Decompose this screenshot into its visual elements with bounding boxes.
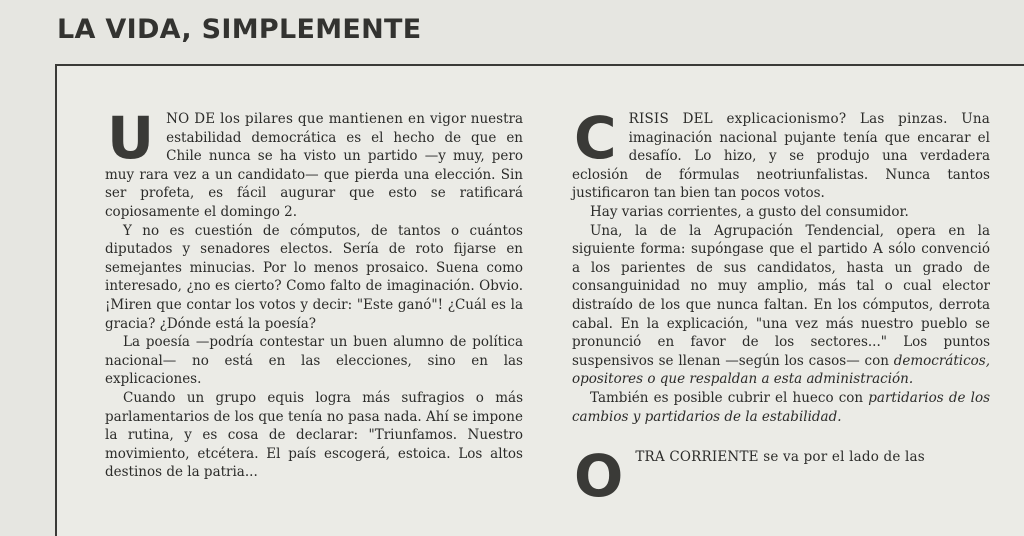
paragraph-otra-corriente bbox=[572, 442, 990, 511]
left-column bbox=[105, 104, 524, 482]
paragraph-4: Cuando un grupo equis logra más sufragios o más parlamentarios de los que tenía no pasa nada. Ahí se impone la rutina, y es cosa de declarar: "Triunfamos. Nuestro movimiento, etcétera. El país escogerá, estoica. Los altos destinos de la patria... bbox=[105, 389, 523, 481]
paragraph-otra-corriente-lead: TRA CORRIENTE se va por el lado de las bbox=[635, 449, 925, 466]
paragraph-2: Y no es cuestión de cómputos, de tantos o cuántos diputados y senadores electos. Sería de roto fijarse en semejantes minucias. Por lo menos prosaico. Suena como interesado, ¿no es cierto? Como falto de imaginación. Obvio. ¡Miren que contar los votos y decir: "Este ganó"! ¿Cuál es la gracia? ¿Dónde está la poesía? bbox=[105, 222, 523, 332]
paragraph-1-lead: NO DE los pilares que mantienen en vigor bbox=[166, 111, 467, 127]
paragraph-agrupacion-text: Una, la de la Agrupación Tendencial, opera en la siguiente forma: supóngase que el partido A sólo convenció a los parientes de sus candidatos, hasta un grado de consanguinidad no muy amplio, más tal o cual elector distraído de los que nunca faltan. En los cómputos, derrota cabal. En la explicación, "una vez más nuestro pueblo se pronunció en favor de los sectores..." Los puntos suspensivos se llenan —según los casos— con bbox=[572, 222, 990, 369]
drop-cap-o: O bbox=[574, 442, 624, 511]
paragraph-1 bbox=[105, 104, 524, 222]
paragraph-1-text: nuestra estabilidad democrática es el hecho de que en Chile nunca se ha visto un partido —y muy, pero muy rara vez a un candidato— que pierda una elección. Sin ser profeta, es fácil augurar que esto se ratificará copiosamente el domingo 2. bbox=[105, 111, 524, 220]
paragraph-crisis-text: imaginación nacional pujante tenía que encarar el desafío. Lo hizo, y se produjo una verdadera eclosión de fórmulas neotriunfalistas. Nunca tantos justificaron tan bien tan pocos votos. bbox=[572, 129, 990, 202]
page-title: LA VIDA, SIMPLEMENTE bbox=[57, 14, 422, 45]
paragraph-crisis bbox=[572, 104, 990, 203]
drop-cap-u: U bbox=[107, 104, 155, 172]
paragraph-corrientes: Hay varias corrientes, a gusto del consumidor. bbox=[590, 203, 909, 220]
article-frame bbox=[55, 64, 1024, 536]
paragraph-agrupacion bbox=[572, 222, 990, 389]
section-gap bbox=[572, 426, 990, 448]
paragraph-hueco bbox=[572, 389, 990, 426]
right-column bbox=[572, 104, 990, 511]
paragraph-hueco-text: También es posible cubrir el hueco con bbox=[590, 389, 869, 406]
paragraph-3: La poesía —podría contestar un buen alumno de política nacional— no está en las elecciones, sino en las explicaciones. bbox=[105, 334, 523, 388]
drop-cap-c: C bbox=[574, 104, 617, 172]
paragraph-crisis-lead: RISIS DEL explicacionismo? Las pinzas. Una bbox=[628, 111, 990, 127]
paragraph-agrupacion-italic: democráticos, opositores o que respaldan a esta administración. bbox=[572, 352, 990, 388]
paragraph-hueco-italic: partidarios de los cambios y partidarios de la estabilidad. bbox=[572, 389, 990, 425]
